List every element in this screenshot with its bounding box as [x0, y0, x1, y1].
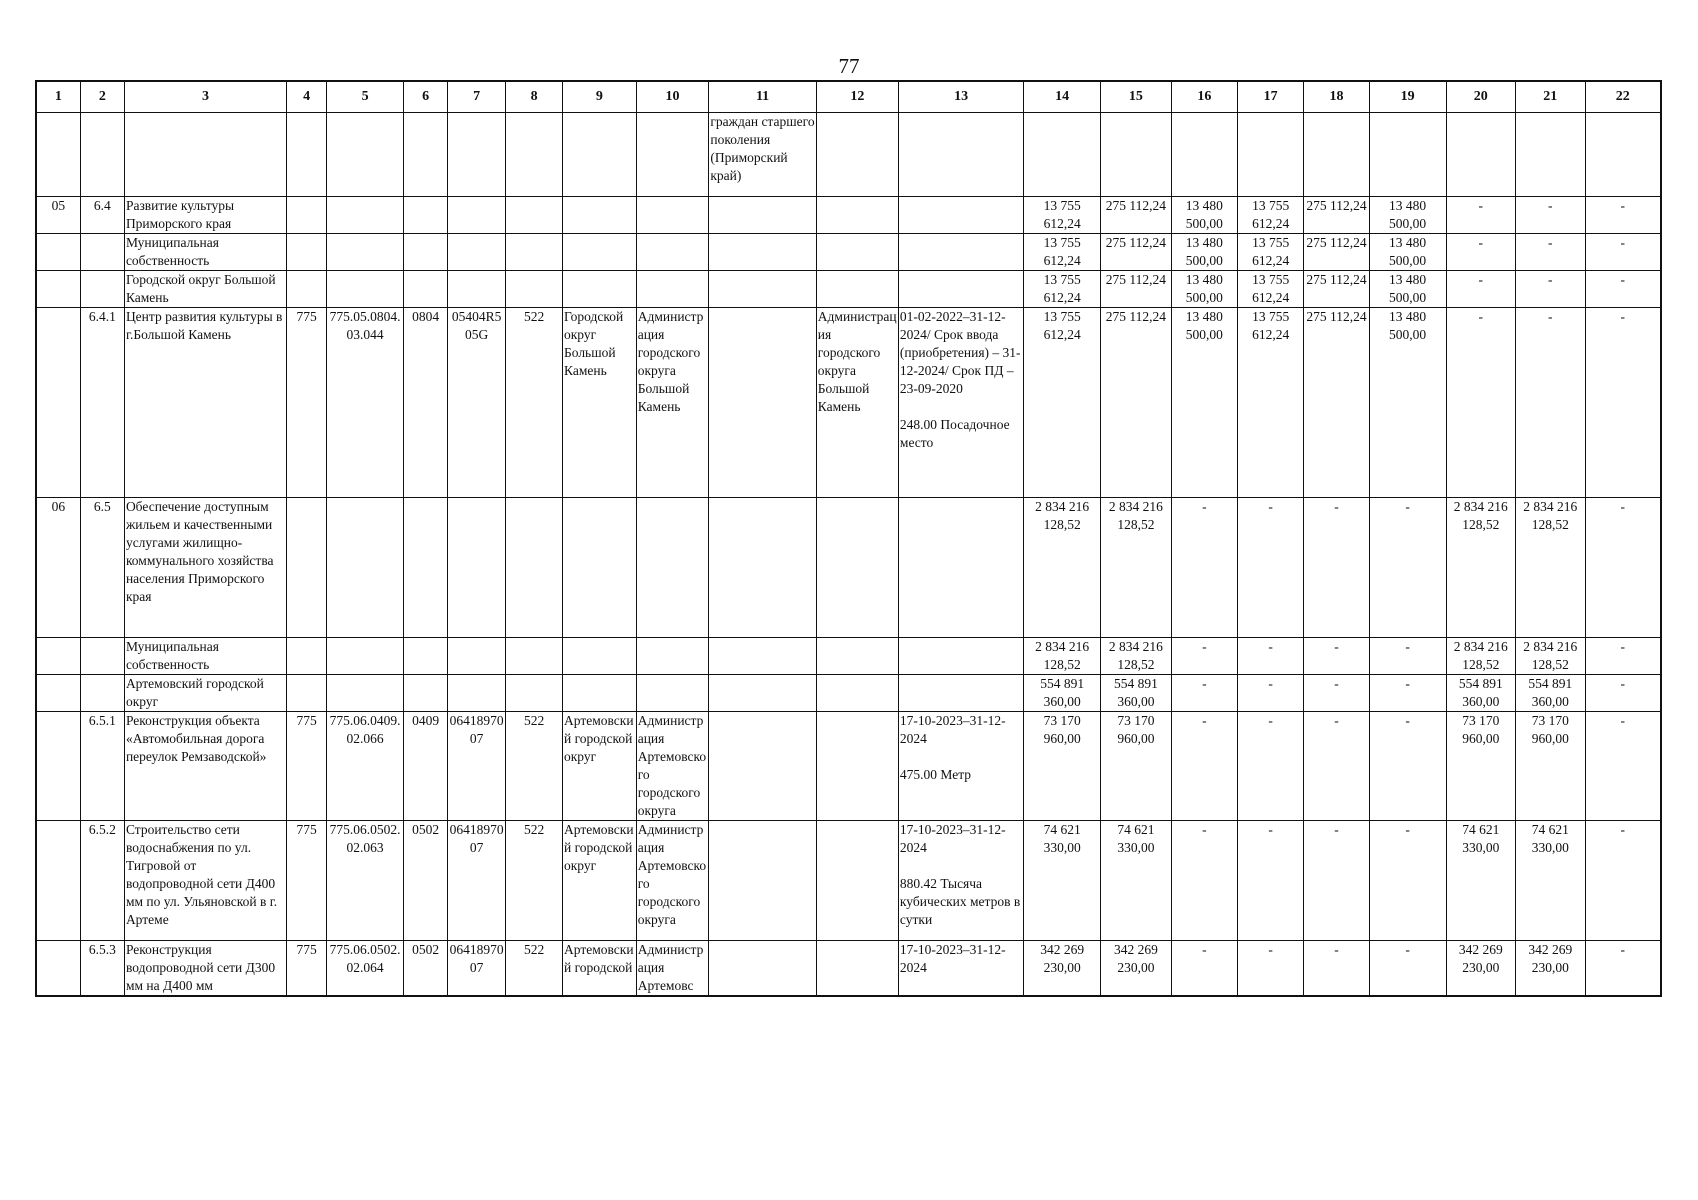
table-cell-col-5: 775.06.0409.02.066 — [327, 712, 404, 821]
table-row — [36, 821, 1661, 941]
column-header-8: 8 — [506, 81, 563, 113]
table-cell-col-22: - — [1585, 197, 1661, 234]
table-cell-col-17: - — [1238, 498, 1304, 638]
table-cell-col-16: - — [1171, 498, 1237, 638]
table-cell-col-10: Администрация Артемовского городского округа — [636, 712, 709, 821]
table-cell-col-17: - — [1238, 675, 1304, 712]
table-cell-col-21: 342 269 230,00 — [1516, 941, 1586, 997]
table-cell-col-17: - — [1238, 821, 1304, 941]
table-cell-col-10 — [636, 197, 709, 234]
table-cell-col-5 — [327, 498, 404, 638]
table-cell-col-3: Городской округ Большой Камень — [124, 271, 286, 308]
table-cell-col-2: 6.5.2 — [80, 821, 124, 941]
table-cell-col-7 — [448, 498, 506, 638]
table-cell-col-2 — [80, 234, 124, 271]
table-cell-col-2: 6.5.1 — [80, 712, 124, 821]
table-cell-col-8 — [506, 234, 563, 271]
table-cell-col-19: - — [1369, 638, 1446, 675]
table-cell-col-16: 13 480 500,00 — [1171, 197, 1237, 234]
table-cell-col-4 — [287, 638, 327, 675]
table-cell-col-4 — [287, 271, 327, 308]
table-cell-col-13: 17-10-2023–31-12-2024 880.42 Тысяча кубических метров в сутки — [898, 821, 1023, 941]
table-cell-col-19: 13 480 500,00 — [1369, 271, 1446, 308]
table-cell-col-2: 6.4.1 — [80, 308, 124, 498]
table-cell-col-18: - — [1304, 498, 1369, 638]
table-cell-col-13 — [898, 675, 1023, 712]
table-cell-col-21: 554 891 360,00 — [1516, 675, 1586, 712]
table-cell-col-1: 06 — [36, 498, 80, 638]
table-cell-col-12 — [816, 821, 898, 941]
column-header-5: 5 — [327, 81, 404, 113]
table-cell-col-5 — [327, 113, 404, 197]
table-cell-col-2: 6.4 — [80, 197, 124, 234]
table-cell-col-10: Администрация Артемовс — [636, 941, 709, 997]
table-cell-col-18: 275 112,24 — [1304, 308, 1369, 498]
table-cell-col-19: - — [1369, 675, 1446, 712]
table-cell-col-22: - — [1585, 234, 1661, 271]
table-cell-col-13 — [898, 638, 1023, 675]
column-header-14: 14 — [1024, 81, 1101, 113]
table-cell-col-7 — [448, 675, 506, 712]
table-cell-col-5 — [327, 271, 404, 308]
table-cell-col-11 — [709, 498, 816, 638]
table-cell-col-22: - — [1585, 498, 1661, 638]
table-cell-col-3: Артемовский городской округ — [124, 675, 286, 712]
table-cell-col-9 — [563, 234, 637, 271]
table-cell-col-3 — [124, 113, 286, 197]
table-cell-col-21: - — [1516, 197, 1586, 234]
table-cell-col-14: 342 269 230,00 — [1024, 941, 1101, 997]
table-cell-col-4 — [287, 234, 327, 271]
table-cell-col-17: 13 755 612,24 — [1238, 308, 1304, 498]
table-cell-col-21: - — [1516, 308, 1586, 498]
column-header-2: 2 — [80, 81, 124, 113]
column-header-3: 3 — [124, 81, 286, 113]
table-cell-col-7: 05404R505G — [448, 308, 506, 498]
table-cell-col-3: Строительство сети водоснабжения по ул. Тигровой от водопроводной сети Д400 мм по ул. Ульяновской в г. Артеме — [124, 821, 286, 941]
table-cell-col-13 — [898, 197, 1023, 234]
table-cell-col-9 — [563, 638, 637, 675]
table-cell-col-1 — [36, 638, 80, 675]
table-cell-col-4 — [287, 675, 327, 712]
table-cell-col-17: 13 755 612,24 — [1238, 197, 1304, 234]
table-cell-col-13: 01-02-2022–31-12-2024/ Срок ввода (приобретения) – 31-12-2024/ Срок ПД – 23-09-2020 248.00 Посадочное место — [898, 308, 1023, 498]
table-cell-col-8: 522 — [506, 941, 563, 997]
table-cell-col-7: 0641897007 — [448, 941, 506, 997]
table-cell-col-7 — [448, 113, 506, 197]
table-cell-col-9: Артемовский городской округ — [563, 821, 637, 941]
table-cell-col-6 — [404, 675, 448, 712]
table-cell-col-18: - — [1304, 941, 1369, 997]
table-cell-col-12: Администрация городского округа Большой Камень — [816, 308, 898, 498]
table-cell-col-6 — [404, 638, 448, 675]
table-cell-col-19: - — [1369, 941, 1446, 997]
table-cell-col-21: - — [1516, 271, 1586, 308]
table-cell-col-9 — [563, 498, 637, 638]
table-cell-col-19: - — [1369, 712, 1446, 821]
table-cell-col-18: - — [1304, 675, 1369, 712]
table-cell-col-18: 275 112,24 — [1304, 234, 1369, 271]
table-cell-col-6: 0502 — [404, 821, 448, 941]
table-cell-col-4 — [287, 197, 327, 234]
table-cell-col-15: 73 170 960,00 — [1101, 712, 1172, 821]
table-cell-col-19: 13 480 500,00 — [1369, 308, 1446, 498]
table-cell-col-5: 775.06.0502.02.064 — [327, 941, 404, 997]
table-cell-col-18: 275 112,24 — [1304, 271, 1369, 308]
table-row — [36, 638, 1661, 675]
table-cell-col-14: 554 891 360,00 — [1024, 675, 1101, 712]
table-row — [36, 498, 1661, 638]
table-cell-col-4: 775 — [287, 941, 327, 997]
table-cell-col-15: 554 891 360,00 — [1101, 675, 1172, 712]
table-cell-col-20: 554 891 360,00 — [1446, 675, 1516, 712]
column-header-22: 22 — [1585, 81, 1661, 113]
table-cell-col-3: Реконструкция объекта «Автомобильная дорога переулок Ремзаводской» — [124, 712, 286, 821]
table-body — [36, 113, 1661, 997]
table-cell-col-14: 2 834 216 128,52 — [1024, 638, 1101, 675]
column-header-15: 15 — [1101, 81, 1172, 113]
table-cell-col-5 — [327, 638, 404, 675]
table-cell-col-14 — [1024, 113, 1101, 197]
table-cell-col-10 — [636, 234, 709, 271]
column-header-13: 13 — [898, 81, 1023, 113]
table-row — [36, 308, 1661, 498]
investment-table — [35, 80, 1662, 997]
table-cell-col-4: 775 — [287, 308, 327, 498]
table-cell-col-22: - — [1585, 638, 1661, 675]
table-cell-col-7: 0641897007 — [448, 821, 506, 941]
column-header-18: 18 — [1304, 81, 1369, 113]
table-cell-col-10: Администрация городского округа Большой Камень — [636, 308, 709, 498]
table-cell-col-5: 775.06.0502.02.063 — [327, 821, 404, 941]
table-cell-col-10 — [636, 113, 709, 197]
table-cell-col-11 — [709, 712, 816, 821]
table-row — [36, 941, 1661, 997]
table-cell-col-4 — [287, 113, 327, 197]
table-cell-col-7: 0641897007 — [448, 712, 506, 821]
table-cell-col-2 — [80, 113, 124, 197]
table-cell-col-16: 13 480 500,00 — [1171, 271, 1237, 308]
table-cell-col-2 — [80, 638, 124, 675]
table-cell-col-18 — [1304, 113, 1369, 197]
table-cell-col-8 — [506, 498, 563, 638]
table-cell-col-19: 13 480 500,00 — [1369, 197, 1446, 234]
table-cell-col-22: - — [1585, 271, 1661, 308]
table-row — [36, 197, 1661, 234]
table-cell-col-15 — [1101, 113, 1172, 197]
table-cell-col-20: 2 834 216 128,52 — [1446, 638, 1516, 675]
table-cell-col-8: 522 — [506, 308, 563, 498]
table-cell-col-12 — [816, 113, 898, 197]
table-cell-col-20: - — [1446, 197, 1516, 234]
table-cell-col-12 — [816, 234, 898, 271]
table-cell-col-13 — [898, 271, 1023, 308]
table-cell-col-17: - — [1238, 712, 1304, 821]
column-header-11: 11 — [709, 81, 816, 113]
table-cell-col-5 — [327, 197, 404, 234]
table-cell-col-12 — [816, 941, 898, 997]
table-cell-col-14: 2 834 216 128,52 — [1024, 498, 1101, 638]
table-cell-col-10: Администрация Артемовского городского округа — [636, 821, 709, 941]
table-cell-col-11 — [709, 271, 816, 308]
table-cell-col-14: 13 755 612,24 — [1024, 271, 1101, 308]
table-cell-col-8 — [506, 271, 563, 308]
table-cell-col-5 — [327, 675, 404, 712]
table-cell-col-19: - — [1369, 498, 1446, 638]
table-cell-col-20: 73 170 960,00 — [1446, 712, 1516, 821]
table-cell-col-3: Развитие культуры Приморского края — [124, 197, 286, 234]
table-cell-col-6 — [404, 498, 448, 638]
column-header-1: 1 — [36, 81, 80, 113]
table-cell-col-17: 13 755 612,24 — [1238, 234, 1304, 271]
table-cell-col-16: - — [1171, 638, 1237, 675]
table-cell-col-16 — [1171, 113, 1237, 197]
column-header-4: 4 — [287, 81, 327, 113]
column-header-20: 20 — [1446, 81, 1516, 113]
table-cell-col-9 — [563, 197, 637, 234]
table-cell-col-4: 775 — [287, 821, 327, 941]
table-cell-col-21: 2 834 216 128,52 — [1516, 498, 1586, 638]
column-header-6: 6 — [404, 81, 448, 113]
table-cell-col-8 — [506, 113, 563, 197]
table-cell-col-2 — [80, 271, 124, 308]
table-cell-col-2: 6.5 — [80, 498, 124, 638]
table-cell-col-17 — [1238, 113, 1304, 197]
table-cell-col-16: - — [1171, 675, 1237, 712]
page-number: 77 — [838, 54, 860, 78]
table-cell-col-6: 0502 — [404, 941, 448, 997]
table-cell-col-1 — [36, 941, 80, 997]
table-cell-col-14: 74 621 330,00 — [1024, 821, 1101, 941]
table-cell-col-4: 775 — [287, 712, 327, 821]
table-cell-col-1 — [36, 271, 80, 308]
table-cell-col-14: 13 755 612,24 — [1024, 197, 1101, 234]
table-cell-col-6 — [404, 113, 448, 197]
table-cell-col-17: - — [1238, 638, 1304, 675]
table-cell-col-21: - — [1516, 234, 1586, 271]
table-cell-col-9: Городской округ Большой Камень — [563, 308, 637, 498]
table-cell-col-12 — [816, 675, 898, 712]
table-cell-col-15: 275 112,24 — [1101, 271, 1172, 308]
table-cell-col-16: 13 480 500,00 — [1171, 234, 1237, 271]
column-header-9: 9 — [563, 81, 637, 113]
table-cell-col-11 — [709, 941, 816, 997]
table-cell-col-15: 275 112,24 — [1101, 308, 1172, 498]
table-cell-col-21: 2 834 216 128,52 — [1516, 638, 1586, 675]
table-cell-col-6 — [404, 234, 448, 271]
header-row — [36, 81, 1661, 113]
table-cell-col-3: Обеспечение доступным жильем и качественными услугами жилищно-коммунального хозяйства населения Приморского края — [124, 498, 286, 638]
table-cell-col-11: граждан старшего поколения (Приморский край) — [709, 113, 816, 197]
table-cell-col-15: 342 269 230,00 — [1101, 941, 1172, 997]
table-cell-col-22: - — [1585, 712, 1661, 821]
table-cell-col-3: Муниципальная собственность — [124, 638, 286, 675]
table-cell-col-20: 2 834 216 128,52 — [1446, 498, 1516, 638]
table-cell-col-5 — [327, 234, 404, 271]
table-cell-col-18: 275 112,24 — [1304, 197, 1369, 234]
table-cell-col-11 — [709, 234, 816, 271]
table-cell-col-7 — [448, 197, 506, 234]
table-cell-col-13 — [898, 234, 1023, 271]
table-cell-col-9 — [563, 271, 637, 308]
table-cell-col-7 — [448, 234, 506, 271]
table-cell-col-16: - — [1171, 941, 1237, 997]
column-header-16: 16 — [1171, 81, 1237, 113]
table-cell-col-18: - — [1304, 821, 1369, 941]
table-cell-col-16: - — [1171, 821, 1237, 941]
table-cell-col-21: 73 170 960,00 — [1516, 712, 1586, 821]
column-header-10: 10 — [636, 81, 709, 113]
table-cell-col-3: Реконструкция водопроводной сети Д300 мм на Д400 мм — [124, 941, 286, 997]
table-cell-col-6 — [404, 271, 448, 308]
table-cell-col-22: - — [1585, 308, 1661, 498]
table-cell-col-17: - — [1238, 941, 1304, 997]
table-cell-col-9: Артемовский городской округ — [563, 712, 637, 821]
table-cell-col-1 — [36, 712, 80, 821]
table-cell-col-20: - — [1446, 308, 1516, 498]
table-cell-col-11 — [709, 638, 816, 675]
table-cell-col-20: 74 621 330,00 — [1446, 821, 1516, 941]
table-cell-col-11 — [709, 821, 816, 941]
column-header-17: 17 — [1238, 81, 1304, 113]
table-cell-col-1 — [36, 308, 80, 498]
table-cell-col-12 — [816, 712, 898, 821]
table-cell-col-9 — [563, 113, 637, 197]
table-cell-col-10 — [636, 498, 709, 638]
table-cell-col-8 — [506, 675, 563, 712]
table-cell-col-19: 13 480 500,00 — [1369, 234, 1446, 271]
table-row — [36, 271, 1661, 308]
table-cell-col-1 — [36, 675, 80, 712]
table-cell-col-21 — [1516, 113, 1586, 197]
table-cell-col-11 — [709, 197, 816, 234]
table-row — [36, 113, 1661, 197]
table-cell-col-5: 775.05.0804.03.044 — [327, 308, 404, 498]
table-cell-col-20: - — [1446, 234, 1516, 271]
table-cell-col-6: 0804 — [404, 308, 448, 498]
table-cell-col-13 — [898, 113, 1023, 197]
table-cell-col-10 — [636, 675, 709, 712]
table-cell-col-13: 17-10-2023–31-12-2024 — [898, 941, 1023, 997]
table-cell-col-20 — [1446, 113, 1516, 197]
table-cell-col-9: Артемовский городской — [563, 941, 637, 997]
table-cell-col-18: - — [1304, 712, 1369, 821]
table-cell-col-22: - — [1585, 675, 1661, 712]
table-cell-col-8: 522 — [506, 821, 563, 941]
table-cell-col-22: - — [1585, 821, 1661, 941]
table-cell-col-2: 6.5.3 — [80, 941, 124, 997]
table-cell-col-7 — [448, 271, 506, 308]
table-cell-col-19 — [1369, 113, 1446, 197]
table-cell-col-22 — [1585, 113, 1661, 197]
table-cell-col-18: - — [1304, 638, 1369, 675]
table-row — [36, 675, 1661, 712]
table-cell-col-12 — [816, 498, 898, 638]
table-cell-col-13 — [898, 498, 1023, 638]
table-cell-col-15: 275 112,24 — [1101, 234, 1172, 271]
table-cell-col-3: Муниципальная собственность — [124, 234, 286, 271]
table-cell-col-19: - — [1369, 821, 1446, 941]
table-cell-col-8 — [506, 197, 563, 234]
table-row — [36, 712, 1661, 821]
table-cell-col-20: 342 269 230,00 — [1446, 941, 1516, 997]
table-cell-col-3: Центр развития культуры в г.Большой Камень — [124, 308, 286, 498]
table-cell-col-8 — [506, 638, 563, 675]
table-cell-col-11 — [709, 675, 816, 712]
column-header-21: 21 — [1516, 81, 1586, 113]
table-cell-col-10 — [636, 271, 709, 308]
table-cell-col-1 — [36, 821, 80, 941]
table-cell-col-15: 2 834 216 128,52 — [1101, 638, 1172, 675]
table-cell-col-15: 275 112,24 — [1101, 197, 1172, 234]
table-cell-col-6: 0409 — [404, 712, 448, 821]
table-cell-col-8: 522 — [506, 712, 563, 821]
table-cell-col-11 — [709, 308, 816, 498]
column-header-19: 19 — [1369, 81, 1446, 113]
table-cell-col-2 — [80, 675, 124, 712]
table-cell-col-14: 13 755 612,24 — [1024, 308, 1101, 498]
table-cell-col-14: 13 755 612,24 — [1024, 234, 1101, 271]
table-cell-col-12 — [816, 271, 898, 308]
table-cell-col-20: - — [1446, 271, 1516, 308]
table-cell-col-17: 13 755 612,24 — [1238, 271, 1304, 308]
table-cell-col-7 — [448, 638, 506, 675]
table-cell-col-12 — [816, 638, 898, 675]
table-cell-col-13: 17-10-2023–31-12-2024 475.00 Метр — [898, 712, 1023, 821]
table-cell-col-10 — [636, 638, 709, 675]
table-cell-col-4 — [287, 498, 327, 638]
table-cell-col-9 — [563, 675, 637, 712]
table-cell-col-22: - — [1585, 941, 1661, 997]
table-cell-col-21: 74 621 330,00 — [1516, 821, 1586, 941]
table-cell-col-1 — [36, 113, 80, 197]
table-cell-col-6 — [404, 197, 448, 234]
table-cell-col-12 — [816, 197, 898, 234]
table-cell-col-16: 13 480 500,00 — [1171, 308, 1237, 498]
table-cell-col-14: 73 170 960,00 — [1024, 712, 1101, 821]
table-row — [36, 234, 1661, 271]
table-cell-col-1: 05 — [36, 197, 80, 234]
table-cell-col-15: 2 834 216 128,52 — [1101, 498, 1172, 638]
table-cell-col-1 — [36, 234, 80, 271]
table-cell-col-15: 74 621 330,00 — [1101, 821, 1172, 941]
column-header-12: 12 — [816, 81, 898, 113]
column-header-7: 7 — [448, 81, 506, 113]
table-cell-col-16: - — [1171, 712, 1237, 821]
